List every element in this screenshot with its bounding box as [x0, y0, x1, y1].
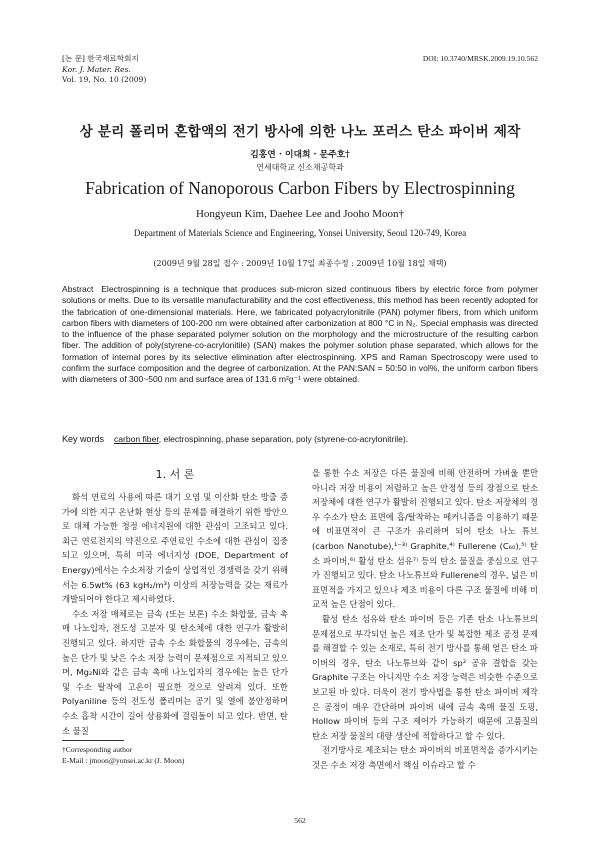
keyword-first: carbon fiber: [114, 434, 159, 444]
abstract-label: Abstract: [62, 284, 94, 294]
paragraph: 활성 탄소 섬유와 탄소 파이버 등은 기존 탄소 나노튜브의 문제점으로 부각되던 높은 제조 단가 및 복잡한 제조 공정 문제를 해결할 수 있는 소재로, 특히 전기 방사를 통해 얻은 탄소 파이버의 경우, 탄소 나노튜브와 같이 sp² 공유 결합을 갖는 Graphite 구조는 아니지만 수소 저장 능력은 비슷한 수준으로 보고된 바 있다. 더욱이 전기 방사법을 통한 탄소 파이버 제작은 공정이 매우 간단하며 파이버 내에 금속 촉매 물질 도핑, Hollow 파이버 등의 구조 제어가 가능하기 때문에 고품질의 탄소 저장 물질의 대량 생산에 적합하다고 할 수 있다.: [312, 613, 538, 741]
english-title: Fabrication of Nanoporous Carbon Fibers by Electrospinning: [85, 178, 515, 198]
english-authors: Hongyeun Kim, Daehee Lee and Jooho Moon†: [195, 208, 405, 220]
english-affiliation: Department of Materials Science and Engineering, Yonsei University, Seoul 120-749, Korea: [133, 228, 467, 238]
submission-dates: (2009년 9월 28일 접수 : 2009년 10월 17일 최종수정 : 2009년 10월 18일 채택): [153, 259, 447, 268]
page-number: 562: [294, 816, 306, 825]
footnote: [62, 744, 184, 766]
korean-affiliation: 연세대학교 신소재공학과: [256, 163, 344, 172]
korean-authors: 김홍연 · 이대희 · 문주호†: [250, 150, 350, 160]
section-heading: 1. 서 론: [155, 468, 195, 481]
paragraph: 수소 저장 매체로는 금속 (또는 보론) 수소 화합물, 금속 촉매 나노입자, 전도성 고분자 및 탄소체에 대한 연구가 활발히 진행되고 있다. 하지만 금속 수소 화합물의 경우에는, 금속의 높은 단가 및 낮은 수소 저장 능력이 문제점으로 지적되고 있으며, Mg₂Ni와 같은 금속 촉매 나노입자의 경우에는 높은 단가 및 수소 탈착에 고온이 필요한 것으로 알려져 있다. 또한 Polyaniline 등의 전도성 폴리머는 공기 및 열에 불안정하며 수소 흡착 시간이 길어 상용화에 걸림돌이 되고 있다. 반면, 탄소 물질: [62, 608, 288, 736]
korean-title: 상 분리 폴리머 혼합액의 전기 방사에 의한 나노 포러스 탄소 파이버 제작: [79, 124, 521, 140]
author-email: E-Mail : jmoon@yonsei.ac.kr (J. Moon): [62, 756, 185, 765]
corresponding-author: †Corresponding author: [62, 745, 133, 754]
journal-abbrev: Kor. J. Mater. Res.: [62, 64, 131, 74]
right-column: [312, 466, 538, 849]
footnote-rule: [62, 740, 124, 741]
keywords-rest: , electrospinning, phase separation, poly (styrene-co-acrylonitrile).: [158, 434, 409, 444]
paragraph: 을 통한 수소 저장은 다른 물질에 비해 안전하며 가벼울 뿐만 아니라 저장 비용이 저렴하고 높은 안정성 등의 장점으로 탄소 저장체에 대한 연구가 활발히 진행되고 있다. 탄소 저장체의 경우 수소가 탄소 표면에 흡/탈착하는 메커니즘을 이용하기 때문에 비표면적이 큰 구조가 유리하며 되어 탄소 나노 튜브(carbon Nanotube),¹⁻³⁾ Graphite,⁴⁾ Fullerene (C₆₀),⁵⁾ 탄소 파이버,⁶⁾ 활성 탄소 섬유⁷⁾ 등의 탄소 물질을 중심으로 연구가 진행되고 있다. 탄소 나노튜브와 Fullerene의 경우, 넓은 비표면적을 가지고 있으나 제조 비용이 다른 구조 물질에 비해 비교적 높은 단점이 있다.: [312, 468, 538, 610]
journal-header: [62, 54, 146, 86]
left-column: [62, 490, 288, 738]
paragraph: 전기방사로 제조되는 탄소 파이버의 비표면적을 증가시키는 것은 수소 저장 측면에서 핵심 이슈라고 할 수: [312, 745, 538, 770]
keywords: [62, 434, 538, 444]
doi: DOI: 10.3740/MRSK.2009.19.10.562: [422, 54, 538, 63]
paragraph: 화석 연료의 사용에 따른 대기 오염 및 이산화 탄소 방출 증가에 의한 지구 온난화 현상 등의 문제를 해결하기 위한 방안으로 대체 가능한 청정 에너지원에 대한 관심이 고조되고 있다. 최근 연료전지의 약진으로 주연료인 수소에 대한 관심이 집중되고 있으며, 특히 미국 에너지성 (DOE, Department of Energy)에서는 수소저장 기술이 상업적인 경쟁력을 갖기 위해서는 6.5wt% (63 kgH₂/m³) 이상의 저장능력을 갖는 재료가 개발되어야 한다고 제시하였다.: [62, 492, 288, 605]
abstract-text: Electrospinning is a technique that produces sub-micron sized continuous fibers by electric force from polymer solutions or melts. Due to its versatile manufacturability and the cost effectiveness, this method has been recently adopted for the fabrication of one-dimensional materials. Here, we fabricated polyacrylonitrile (PAN) polymer fibers, from which uniform carbon fibers with diameters of 100-200 nm were obtained after carbonization at 800 °C in N₂. Special emphasis was directed to the influence of the phase separated polymer solution on the morphology and the microstructure of the resulting carbon fiber. The addition of poly(styrene-co-acrylonitile) (SAN) makes the polymer solution phase separated, which allows for the formation of internal pores by its selective elimination after electrospinning. XPS and Raman Spectroscopy were used to confirm the surface composition and the degree of carbonization. At the PAN:SAN = 50:50 in vol%, the uniform carbon fibers with diameters of 300~500 nm and surface area of 131.6 m²g⁻¹ were obtained.: [62, 284, 539, 385]
journal-name: [논 문] 한국재료학회지: [62, 54, 139, 63]
keywords-label: Key words: [62, 434, 105, 444]
journal-volume: Vol. 19, No. 10 (2009): [62, 75, 147, 84]
abstract: [62, 284, 538, 386]
